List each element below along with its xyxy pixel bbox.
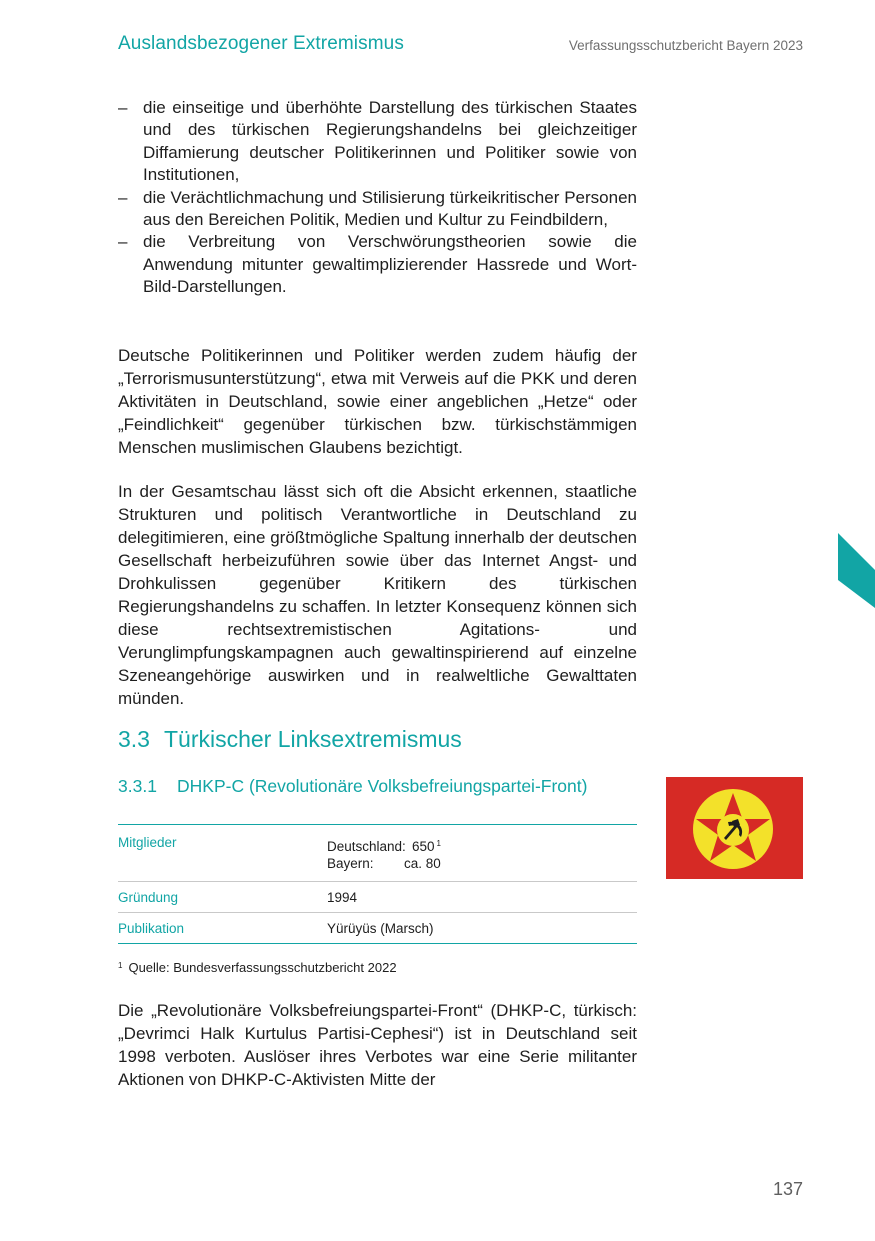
founded-label: Gründung [118,882,327,913]
table-row [118,913,637,944]
footnote-mark: 1 [118,961,123,970]
table-row [118,825,637,882]
paragraph-block-1 [118,344,637,459]
publication-label: Publikation [118,913,327,944]
dhkpc-flag-logo [666,777,803,879]
bullet-list [118,97,637,299]
body-paragraph: Die „Revolutionäre Volksbefreiungspartei-Front“ (DHKP-C, türkisch: „Devrimci Halk Kurtulus Partisi-Cephesi“) ist in Deutschland seit 1998 verboten. Auslöser ihres Verbotes war eine Serie militanter Aktionen von DHKP-C-Aktivisten Mitte der [118,1001,637,1089]
section-title: Türkischer Linksextremismus [163,726,462,752]
paragraph-block-2 [118,480,637,710]
members-by-value: ca. 80 [404,856,441,871]
report-title: Verfassungsschutzbericht Bayern 2023 [568,38,803,53]
chapter-tab-marker [838,533,875,608]
subsection-number: 3.3.1 [118,776,157,796]
publication-value: Yürüyüs (Marsch) [327,913,637,944]
bullet-list-block [118,97,637,299]
chapter-title: Auslandsbezogener Extremismus [118,33,404,54]
subsection-title: DHKP-C (Revolutionäre Volksbefreiungspartei-Front) [177,776,588,796]
members-label: Mitglieder [118,835,177,850]
members-de-label: Deutschland: [327,839,406,854]
footnote [118,960,397,975]
members-value [327,825,637,882]
page-number: 137 [772,1179,803,1199]
members-by-label: Bayern: [327,856,374,871]
founded-value: 1994 [327,882,637,913]
subsection-heading [118,776,587,797]
table-row [118,882,637,913]
bullet-item: – die Verbreitung von Verschwörungstheorien sowie die Anwendung mitunter gewaltimplizierender Hassrede und Wort-Bild-Darstellungen. [118,231,637,298]
body-paragraph: In der Gesamtschau lässt sich oft die Absicht erkennen, staatliche Strukturen und politisch Verantwortliche in Deutschland zu delegitimieren, eine größtmögliche Spaltung innerhalb der deutschen Gesellschaft herbeizuführen sowie über das Internet Angst- und Drohkulissen gegenüber Kritikern des türkischen Regierungshandelns zu schaffen. In letzter Konsequenz können sich diese rechtsextremistischen Agitations- und Verunglimpfungskampagnen auch gewaltinspirierend auf einzelne Szeneangehörige auswirken und in realweltliche Gewalttaten münden. [118,482,637,708]
bullet-item: – die einseitige und überhöhte Darstellung des türkischen Staates und des türkischen Regierungshandelns bei gleichzeitiger Diffamierung deutscher Politikerinnen und Politiker sowie von Institutionen, [118,97,637,187]
paragraph-block-3 [118,999,637,1091]
section-number: 3.3 [118,726,150,752]
flag-emblem-icon [666,777,803,879]
body-paragraph: Deutsche Politikerinnen und Politiker werden zudem häufig der „Terrorismusunterstützung“, etwa mit Verweis auf die PKK und deren Aktivitäten in Deutschland, sowie einer angeblichen „Hetze“ oder „Feindlichkeit“ gegenüber türkischen bzw. türkischstämmigen Menschen muslimischen Glaubens bezichtigt. [118,346,637,457]
footnote-text: Quelle: Bundesverfassungsschutzbericht 2022 [128,960,397,975]
footnote-ref: 1 [436,839,441,848]
members-de-value: 650 [412,839,435,854]
bullet-item: – die Verächtlichmachung und Stilisierung türkeikritischer Personen aus den Bereichen Politik, Medien und Kultur zu Feindbildern, [118,187,637,232]
section-heading [118,726,462,753]
fact-table [118,824,637,944]
